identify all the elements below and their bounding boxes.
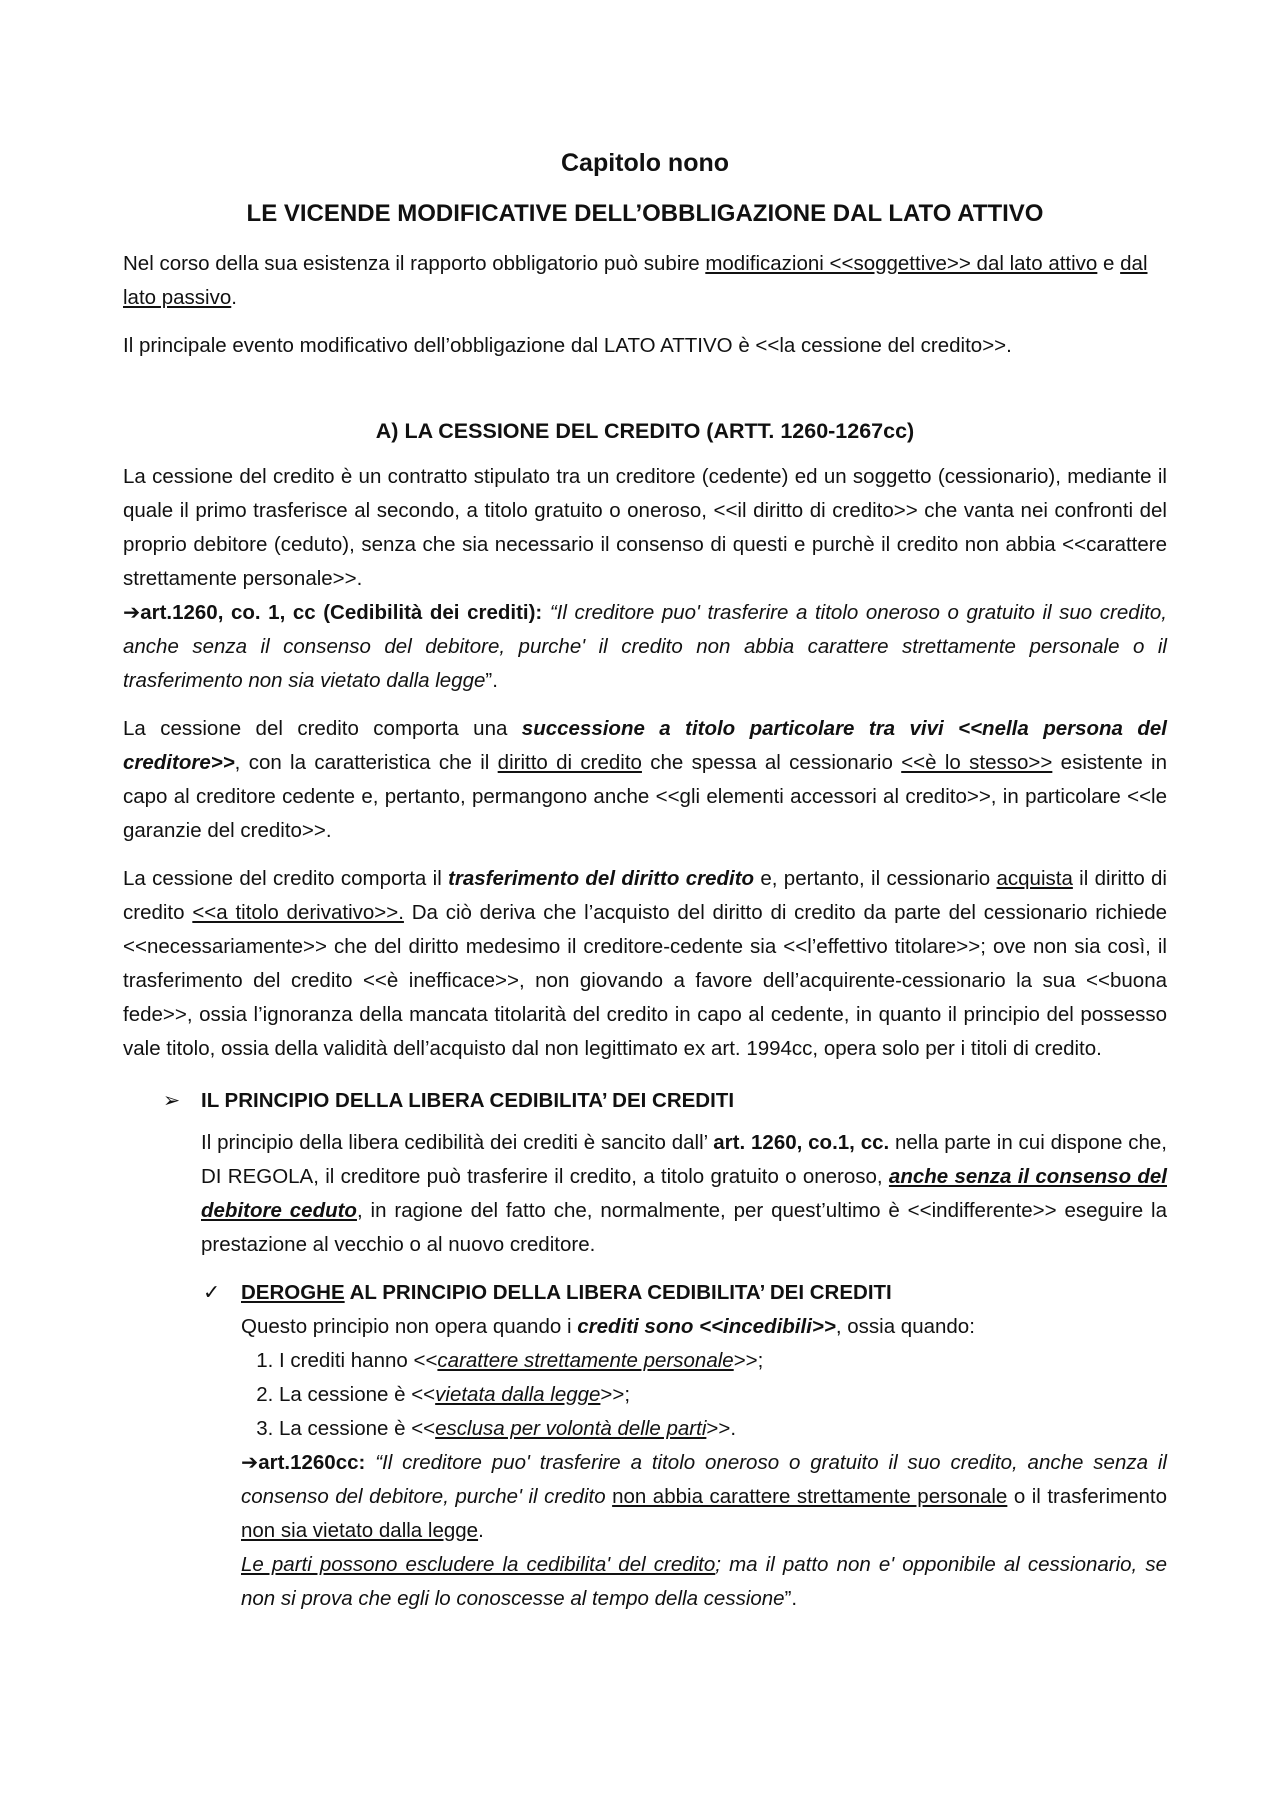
arrow-right-icon: ➔ [241, 1450, 259, 1474]
exceptions-lead: Questo principio non opera quando i crediti sono <<incedibili>>, ossia quando: [241, 1314, 975, 1338]
section-a-title: A) LA CESSIONE DEL CREDITO (ARTT. 1260-1267cc) [375, 418, 915, 443]
arrow-right-icon: ➔ [123, 600, 141, 624]
exceptions-block [203, 1276, 1168, 1616]
list-item: 1. I crediti hanno <<carattere strettamente personale>>; [279, 1344, 1167, 1378]
art-1260-citation: ➔art.1260, co. 1, cc (Cedibilità dei crediti): “Il creditore puo' trasferire a titolo oneroso o gratuito il suo credito, anche senza il consenso del debitore, purche' il credito non abbia carattere strettamente personale o il trasferimento non sia vietato dalla legge”. [123, 600, 1167, 692]
checkmark-icon: ✓ [203, 1280, 221, 1304]
principle-paragraph: Il principio della libera cedibilità dei crediti è sancito dall’ art. 1260, co.1, cc. nella parte in cui dispone che, DI REGOLA, il creditore può trasferire il credito, a titolo gratuito o oneroso, anche senza il consenso del debitore ceduto, in ragione del fatto che, normalmente, per quest’ultimo è <<indifferente>> eseguire la prestazione al vecchio o al nuovo creditore. [201, 1130, 1167, 1256]
list-item: 2. La cessione è <<vietata dalla legge>>; [279, 1378, 1167, 1412]
intro-paragraph: Nel corso della sua esistenza il rapporto obbligatorio può subire modificazioni <<soggettive>> dal lato attivo e dal lato passivo. [123, 251, 1148, 309]
principle-heading: ➢ IL PRINCIPIO DELLA LIBERA CEDIBILITA’ DEI CREDITI [123, 1084, 1167, 1118]
art-1260-quote: ➔art.1260cc: “Il creditore puo' trasferire a titolo oneroso o gratuito il suo credito, anche senza il consenso del debitore, purche' il credito non abbia carattere strettamente personale o il trasferimento non sia vietato dalla legge. Le parti possono escludere la cedibilita' del credito; ma il patto non e' opponibile al cessionario, se non si prova che egli lo conoscesse al tempo della cessione”. [241, 1450, 1168, 1610]
exceptions-title: DEROGHE AL PRINCIPIO DELLA LIBERA CEDIBILITA’ DEI CREDITI [241, 1280, 892, 1304]
section-a-paragraph-2: La cessione del credito comporta una successione a titolo particolare tra vivi <<nella persona del creditore>>, con la caratteristica che il diritto di credito che spessa al cessionario <<è lo stesso>> esistente in capo al creditore cedente e, pertanto, permangono anche <<gli elementi accessori al credito>>, in particolare <<le garanzie del credito>>. [123, 716, 1167, 842]
exceptions-list [241, 1344, 1167, 1446]
chapter-title: Capitolo nono [560, 149, 730, 177]
intro-paragraph-2: Il principale evento modificativo dell’obbligazione dal LATO ATTIVO è <<la cessione del credito>>. [123, 333, 1012, 357]
chapter-subtitle: LE VICENDE MODIFICATIVE DELL’OBBLIGAZIONE DAL LATO ATTIVO [246, 200, 1044, 227]
section-a-paragraph-1: La cessione del credito è un contratto stipulato tra un creditore (cedente) ed un soggetto (cessionario), mediante il quale il primo trasferisce al secondo, a titolo gratuito o oneroso, <<il diritto di credito>> che vanta nei confronti del proprio debitore (ceduto), senza che sia necessario il consenso di questi e purchè il credito non abbia <<carattere strettamente personale>>. [123, 464, 1167, 590]
arrowhead-bullet-icon: ➢ [163, 1088, 181, 1112]
section-a-paragraph-3: La cessione del credito comporta il trasferimento del diritto credito e, pertanto, il cessionario acquista il diritto di credito <<a titolo derivativo>>. Da ciò deriva che l’acquisto del diritto di credito da parte del cessionario richiede <<necessariamente>> che del diritto medesimo il creditore-cedente sia <<l’effettivo titolare>>; ove non sia così, il trasferimento del credito <<è inefficace>>, non giovando a favore dell’acquirente-cessionario la sua <<buona fede>>, ossia l’ignoranza della mancata titolarità del credito in capo al cedente, in quanto il principio del possesso vale titolo, ossia della validità dell’acquisto dal non legittimato ex art. 1994cc, opera solo per i titoli di credito. [123, 866, 1167, 1060]
document-page [123, 148, 1167, 1616]
list-item: 3. La cessione è <<esclusa per volontà delle parti>>. [279, 1412, 1167, 1446]
